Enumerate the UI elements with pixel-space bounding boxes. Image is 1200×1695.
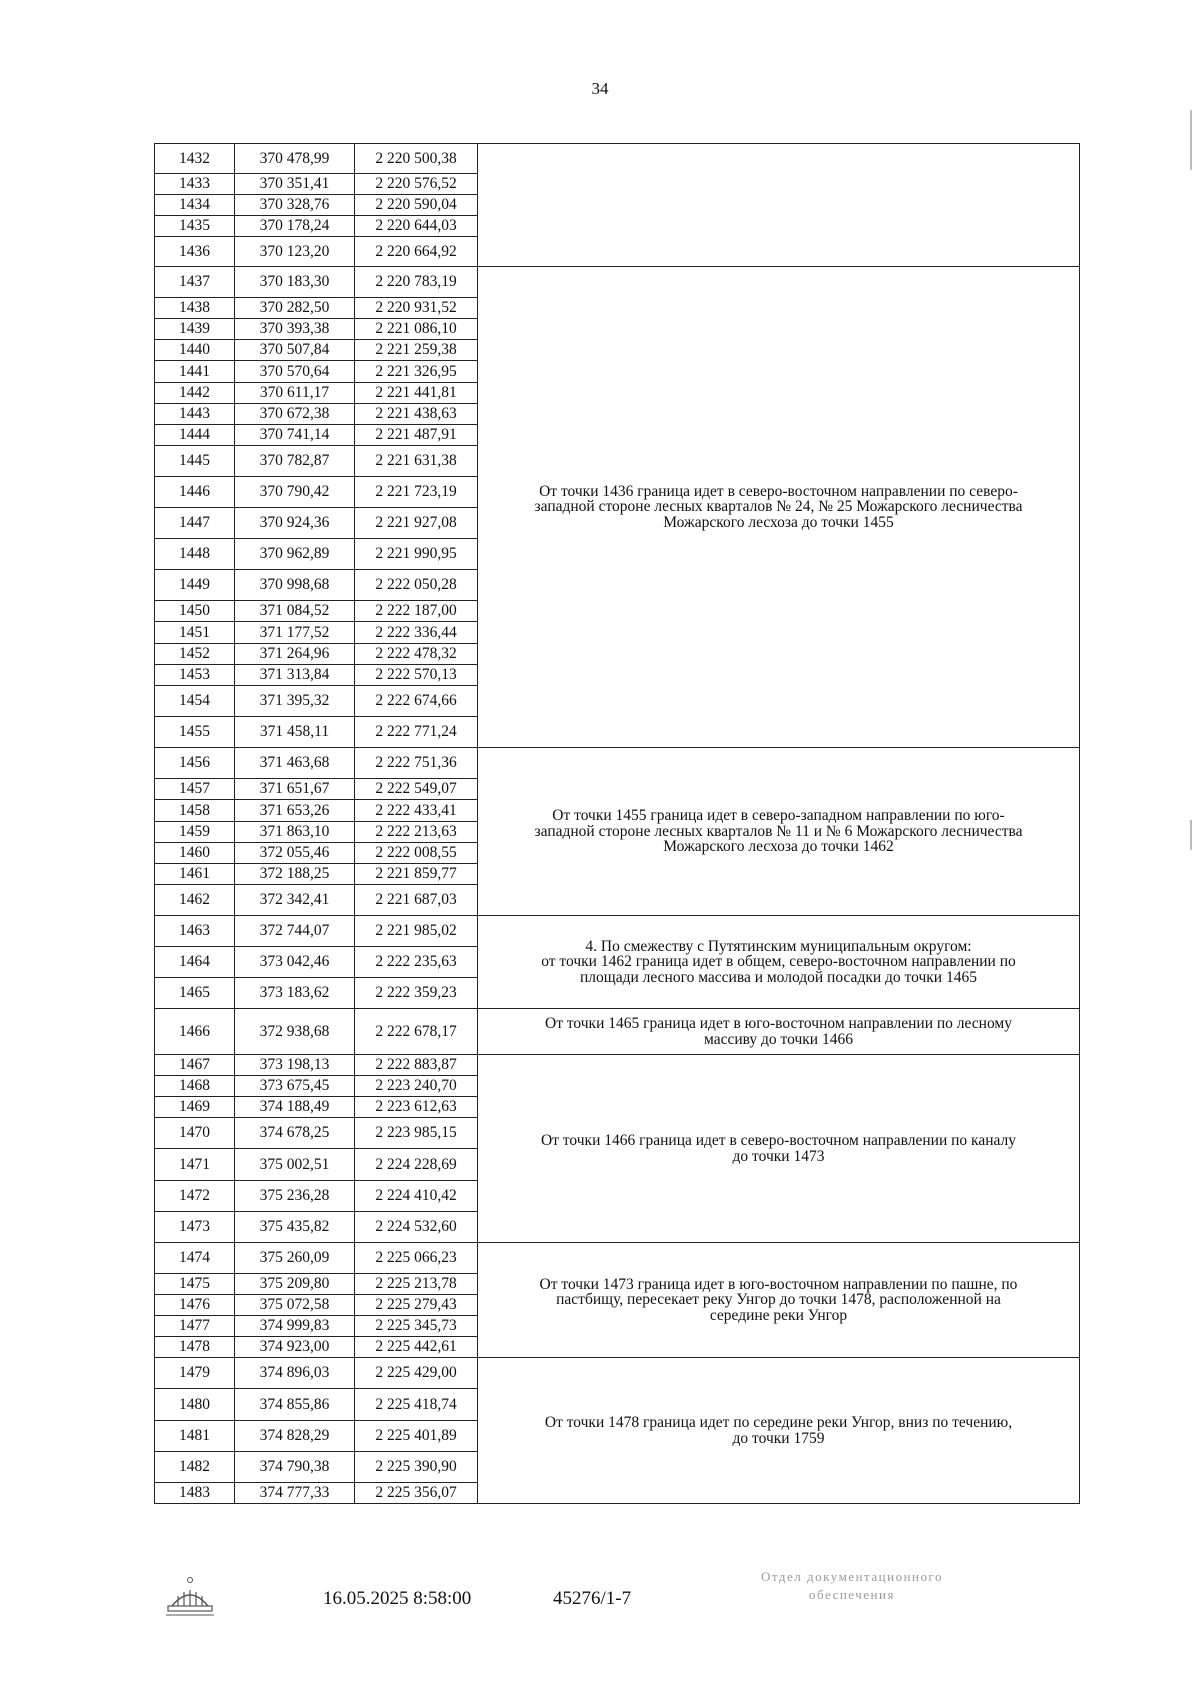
y-coordinate-cell: 2 225 401,89 — [355, 1421, 478, 1452]
y-coordinate-cell: 2 222 678,17 — [355, 1009, 478, 1055]
y-coordinate-cell: 2 221 086,10 — [355, 319, 478, 340]
x-coordinate-cell: 371 395,32 — [235, 686, 355, 717]
x-coordinate-cell: 372 938,68 — [235, 1009, 355, 1055]
department-stamp — [732, 1568, 972, 1604]
point-number-cell: 1476 — [155, 1295, 235, 1316]
x-coordinate-cell: 374 790,38 — [235, 1452, 355, 1483]
x-coordinate-cell: 371 084,52 — [235, 601, 355, 622]
point-number-cell: 1433 — [155, 174, 235, 195]
description-line: От точки 1478 граница идет по середине реки Унгор, вниз по течению, — [544, 1414, 1013, 1431]
description-line: западной стороне лесных кварталов № 24, № 25 Можарского лесничества — [534, 498, 1023, 516]
point-number-cell: 1469 — [155, 1097, 235, 1118]
point-number-cell: 1456 — [155, 748, 235, 779]
description-line: 4. По смежеству с Путятинским муниципальным округом: — [585, 937, 972, 955]
description-line: От точки 1465 граница идет в юго-восточном направлении по лесному — [545, 1015, 1012, 1032]
y-coordinate-cell: 2 222 549,07 — [355, 779, 478, 800]
point-number-cell: 1446 — [155, 477, 235, 508]
table-row — [155, 1009, 1080, 1055]
x-coordinate-cell: 370 782,87 — [235, 446, 355, 477]
y-coordinate-cell: 2 221 441,81 — [355, 383, 478, 404]
x-coordinate-cell: 370 790,42 — [235, 477, 355, 508]
y-coordinate-cell: 2 220 783,19 — [355, 267, 478, 298]
x-coordinate-cell: 370 351,41 — [235, 174, 355, 195]
y-coordinate-cell: 2 223 985,15 — [355, 1118, 478, 1149]
point-number-cell: 1483 — [155, 1483, 235, 1504]
point-number-cell: 1458 — [155, 800, 235, 822]
x-coordinate-cell: 374 828,29 — [235, 1421, 355, 1452]
table-row — [155, 748, 1080, 779]
y-coordinate-cell: 2 225 345,73 — [355, 1316, 478, 1337]
point-number-cell: 1450 — [155, 601, 235, 622]
description-line: площади лесного массива и молодой посадки до точки 1465 — [580, 968, 977, 986]
point-number-cell: 1461 — [155, 864, 235, 885]
point-number-cell: 1436 — [155, 237, 235, 267]
x-coordinate-cell: 375 209,80 — [235, 1274, 355, 1295]
y-coordinate-cell: 2 222 674,66 — [355, 686, 478, 717]
point-number-cell: 1479 — [155, 1358, 235, 1389]
x-coordinate-cell: 374 188,49 — [235, 1097, 355, 1118]
x-coordinate-cell: 370 183,30 — [235, 267, 355, 298]
point-number-cell: 1442 — [155, 383, 235, 404]
x-coordinate-cell: 370 741,14 — [235, 425, 355, 446]
y-coordinate-cell: 2 222 187,00 — [355, 601, 478, 622]
description-line: Можарского лесхоза до точки 1455 — [663, 513, 894, 531]
point-number-cell: 1467 — [155, 1055, 235, 1076]
point-number-cell: 1477 — [155, 1316, 235, 1337]
point-number-cell: 1470 — [155, 1118, 235, 1149]
boundary-description-cell — [478, 144, 1080, 267]
y-coordinate-cell: 2 225 390,90 — [355, 1452, 478, 1483]
y-coordinate-cell: 2 220 644,03 — [355, 216, 478, 237]
point-number-cell: 1464 — [155, 947, 235, 978]
point-number-cell: 1441 — [155, 361, 235, 383]
y-coordinate-cell: 2 223 240,70 — [355, 1076, 478, 1097]
point-number-cell: 1457 — [155, 779, 235, 800]
y-coordinate-cell: 2 224 228,69 — [355, 1149, 478, 1181]
y-coordinate-cell: 2 221 723,19 — [355, 477, 478, 508]
point-number-cell: 1438 — [155, 298, 235, 319]
point-number-cell: 1465 — [155, 978, 235, 1009]
point-number-cell: 1481 — [155, 1421, 235, 1452]
y-coordinate-cell: 2 222 359,23 — [355, 978, 478, 1009]
y-coordinate-cell: 2 221 687,03 — [355, 885, 478, 916]
point-number-cell: 1475 — [155, 1274, 235, 1295]
point-number-cell: 1432 — [155, 144, 235, 174]
x-coordinate-cell: 374 896,03 — [235, 1358, 355, 1389]
point-number-cell: 1482 — [155, 1452, 235, 1483]
x-coordinate-cell: 373 042,46 — [235, 947, 355, 978]
y-coordinate-cell: 2 222 050,28 — [355, 570, 478, 601]
description-line: середине реки Унгор — [709, 1306, 848, 1324]
boundary-description-cell — [478, 1055, 1080, 1243]
stamp-line-2: обеспечения — [809, 1587, 895, 1602]
x-coordinate-cell: 371 177,52 — [235, 622, 355, 644]
point-number-cell: 1473 — [155, 1212, 235, 1243]
x-coordinate-cell: 372 744,07 — [235, 916, 355, 947]
x-coordinate-cell: 371 653,26 — [235, 800, 355, 822]
y-coordinate-cell: 2 225 442,61 — [355, 1337, 478, 1358]
organization-logo-icon — [164, 1576, 216, 1620]
y-coordinate-cell: 2 220 664,92 — [355, 237, 478, 267]
point-number-cell: 1463 — [155, 916, 235, 947]
boundary-coordinates-table — [154, 143, 1080, 1504]
description-line: От точки 1436 граница идет в северо-восточном направлении по северо- — [539, 482, 1018, 500]
point-number-cell: 1474 — [155, 1243, 235, 1274]
description-line: западной стороне лесных кварталов № 11 и № 6 Можарского лесничества — [534, 822, 1023, 840]
point-number-cell: 1472 — [155, 1181, 235, 1212]
y-coordinate-cell: 2 224 410,42 — [355, 1181, 478, 1212]
boundary-description-cell — [478, 748, 1080, 916]
x-coordinate-cell: 371 458,11 — [235, 717, 355, 748]
x-coordinate-cell: 370 393,38 — [235, 319, 355, 340]
description-line: пастбищу, пересекает реку Унгор до точки 1478, расположенной на — [556, 1291, 1001, 1309]
description-line: От точки 1455 граница идет в северо-западном направлении по юго- — [552, 807, 1005, 825]
boundary-description-cell — [478, 1009, 1080, 1055]
y-coordinate-cell: 2 221 487,91 — [355, 425, 478, 446]
point-number-cell: 1451 — [155, 622, 235, 644]
point-number-cell: 1440 — [155, 340, 235, 361]
stamp-line-1: Отдел документационного — [761, 1569, 943, 1584]
x-coordinate-cell: 374 999,83 — [235, 1316, 355, 1337]
x-coordinate-cell: 371 264,96 — [235, 644, 355, 665]
y-coordinate-cell: 2 223 612,63 — [355, 1097, 478, 1118]
description-line: От точки 1473 граница идет в юго-восточном направлении по пашне, по — [539, 1275, 1018, 1293]
x-coordinate-cell: 370 328,76 — [235, 195, 355, 216]
boundary-description-cell — [478, 916, 1080, 1009]
x-coordinate-cell: 374 777,33 — [235, 1483, 355, 1504]
table-row — [155, 1055, 1080, 1076]
x-coordinate-cell: 375 072,58 — [235, 1295, 355, 1316]
point-number-cell: 1443 — [155, 404, 235, 425]
x-coordinate-cell: 370 178,24 — [235, 216, 355, 237]
description-line: массиву до точки 1466 — [704, 1030, 853, 1048]
x-coordinate-cell: 371 651,67 — [235, 779, 355, 800]
point-number-cell: 1455 — [155, 717, 235, 748]
page-number: 34 — [591, 79, 609, 98]
point-number-cell: 1471 — [155, 1149, 235, 1181]
x-coordinate-cell: 374 855,86 — [235, 1389, 355, 1421]
point-number-cell: 1459 — [155, 822, 235, 843]
x-coordinate-cell: 370 478,99 — [235, 144, 355, 174]
x-coordinate-cell: 373 198,13 — [235, 1055, 355, 1076]
y-coordinate-cell: 2 221 438,63 — [355, 404, 478, 425]
description-line: от точки 1462 граница идет в общем, северо-восточном направлении по — [541, 953, 1016, 971]
y-coordinate-cell: 2 225 429,00 — [355, 1358, 478, 1389]
y-coordinate-cell: 2 221 985,02 — [355, 916, 478, 947]
x-coordinate-cell: 370 998,68 — [235, 570, 355, 601]
x-coordinate-cell: 373 183,62 — [235, 978, 355, 1009]
point-number-cell: 1478 — [155, 1337, 235, 1358]
x-coordinate-cell: 370 962,89 — [235, 539, 355, 570]
x-coordinate-cell: 370 611,17 — [235, 383, 355, 404]
x-coordinate-cell: 371 313,84 — [235, 665, 355, 686]
x-coordinate-cell: 375 236,28 — [235, 1181, 355, 1212]
table-row — [155, 1358, 1080, 1389]
point-number-cell: 1453 — [155, 665, 235, 686]
table-row — [155, 1243, 1080, 1274]
y-coordinate-cell: 2 220 590,04 — [355, 195, 478, 216]
y-coordinate-cell: 2 225 066,23 — [355, 1243, 478, 1274]
y-coordinate-cell: 2 222 751,36 — [355, 748, 478, 779]
table-row — [155, 916, 1080, 947]
point-number-cell: 1454 — [155, 686, 235, 717]
y-coordinate-cell: 2 222 008,55 — [355, 843, 478, 864]
x-coordinate-cell: 370 570,64 — [235, 361, 355, 383]
x-coordinate-cell: 370 507,84 — [235, 340, 355, 361]
x-coordinate-cell: 373 675,45 — [235, 1076, 355, 1097]
point-number-cell: 1447 — [155, 508, 235, 539]
table-row — [155, 267, 1080, 298]
x-coordinate-cell: 370 282,50 — [235, 298, 355, 319]
description-line: до точки 1473 — [732, 1147, 825, 1165]
point-number-cell: 1435 — [155, 216, 235, 237]
scan-edge-mark — [1190, 820, 1192, 850]
point-number-cell: 1445 — [155, 446, 235, 477]
point-number-cell: 1452 — [155, 644, 235, 665]
scan-edge-mark — [1190, 110, 1192, 170]
x-coordinate-cell: 375 435,82 — [235, 1212, 355, 1243]
y-coordinate-cell: 2 225 213,78 — [355, 1274, 478, 1295]
x-coordinate-cell: 372 188,25 — [235, 864, 355, 885]
x-coordinate-cell: 375 002,51 — [235, 1149, 355, 1181]
x-coordinate-cell: 371 463,68 — [235, 748, 355, 779]
y-coordinate-cell: 2 221 990,95 — [355, 539, 478, 570]
y-coordinate-cell: 2 224 532,60 — [355, 1212, 478, 1243]
point-number-cell: 1468 — [155, 1076, 235, 1097]
y-coordinate-cell: 2 222 235,63 — [355, 947, 478, 978]
x-coordinate-cell: 375 260,09 — [235, 1243, 355, 1274]
description-line: От точки 1466 граница идет в северо-восточном направлении по каналу — [540, 1132, 1017, 1149]
point-number-cell: 1466 — [155, 1009, 235, 1055]
x-coordinate-cell: 372 342,41 — [235, 885, 355, 916]
y-coordinate-cell: 2 225 418,74 — [355, 1389, 478, 1421]
x-coordinate-cell: 370 924,36 — [235, 508, 355, 539]
document-reference: 45276/1-7 — [553, 1588, 632, 1609]
y-coordinate-cell: 2 220 931,52 — [355, 298, 478, 319]
table-row — [155, 144, 1080, 174]
y-coordinate-cell: 2 225 356,07 — [355, 1483, 478, 1504]
boundary-description-cell — [478, 1358, 1080, 1504]
x-coordinate-cell: 370 672,38 — [235, 404, 355, 425]
boundary-description-cell — [478, 267, 1080, 748]
y-coordinate-cell: 2 221 927,08 — [355, 508, 478, 539]
y-coordinate-cell: 2 222 336,44 — [355, 622, 478, 644]
print-timestamp: 16.05.2025 8:58:00 — [323, 1588, 472, 1609]
point-number-cell: 1444 — [155, 425, 235, 446]
y-coordinate-cell: 2 220 500,38 — [355, 144, 478, 174]
point-number-cell: 1480 — [155, 1389, 235, 1421]
point-number-cell: 1434 — [155, 195, 235, 216]
point-number-cell: 1462 — [155, 885, 235, 916]
y-coordinate-cell: 2 222 478,32 — [355, 644, 478, 665]
point-number-cell: 1449 — [155, 570, 235, 601]
boundary-description-cell — [478, 1243, 1080, 1358]
description-line: до точки 1759 — [732, 1429, 825, 1447]
y-coordinate-cell: 2 225 279,43 — [355, 1295, 478, 1316]
y-coordinate-cell: 2 222 433,41 — [355, 800, 478, 822]
y-coordinate-cell: 2 222 213,63 — [355, 822, 478, 843]
x-coordinate-cell: 374 678,25 — [235, 1118, 355, 1149]
description-line: Можарского лесхоза до точки 1462 — [663, 838, 894, 856]
y-coordinate-cell: 2 221 259,38 — [355, 340, 478, 361]
point-number-cell: 1460 — [155, 843, 235, 864]
x-coordinate-cell: 374 923,00 — [235, 1337, 355, 1358]
point-number-cell: 1439 — [155, 319, 235, 340]
y-coordinate-cell: 2 221 631,38 — [355, 446, 478, 477]
x-coordinate-cell: 370 123,20 — [235, 237, 355, 267]
point-number-cell: 1448 — [155, 539, 235, 570]
y-coordinate-cell: 2 221 326,95 — [355, 361, 478, 383]
point-number-cell: 1437 — [155, 267, 235, 298]
x-coordinate-cell: 372 055,46 — [235, 843, 355, 864]
x-coordinate-cell: 371 863,10 — [235, 822, 355, 843]
y-coordinate-cell: 2 222 883,87 — [355, 1055, 478, 1076]
y-coordinate-cell: 2 220 576,52 — [355, 174, 478, 195]
y-coordinate-cell: 2 221 859,77 — [355, 864, 478, 885]
y-coordinate-cell: 2 222 570,13 — [355, 665, 478, 686]
y-coordinate-cell: 2 222 771,24 — [355, 717, 478, 748]
